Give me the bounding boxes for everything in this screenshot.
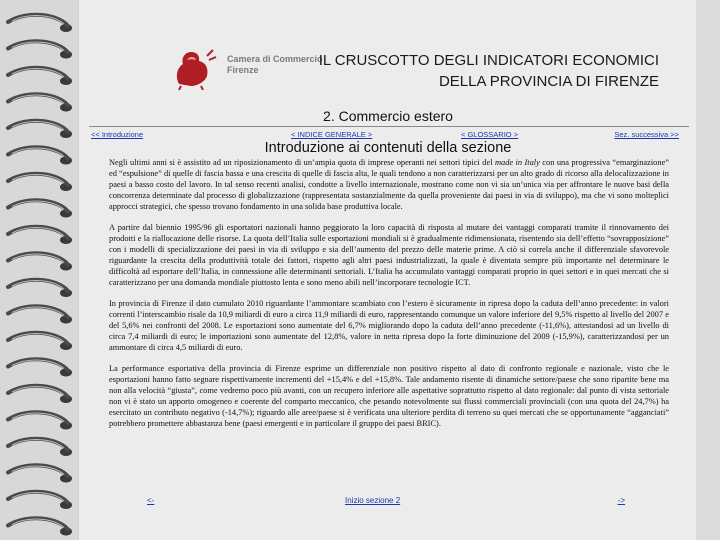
previous-page-link[interactable]: <-: [147, 496, 155, 505]
paragraph-1-end: con una progressiva “emarginazione” ed “espulsione” di quelle di fascia bassa e una crescita di quelle di fascia alta, le quali tendono a non caratterizzarsi per un alto grado di ricorso alla delocalizzazione in paesi a basso costo del lavoro. In tal senso recenti analisi, condotte a livello internazionale, mostrano come non vi sia un’unica via per affrontare le nuove basi della concorrenza determinate dal processo di globalizzazione (rappresentata sostanzialmente da quella proveniente dai paesi in via di sviluppo), ma che vi sono molteplici approcci strategici, che spesso trovano fondamento in una solida base produttiva locale.: [109, 158, 669, 211]
nav-introduction-link[interactable]: << Introduzione: [91, 130, 144, 139]
section-start-link[interactable]: Inizio sezione 2: [345, 496, 401, 505]
nav-next-section-link[interactable]: Sez. successiva >>: [614, 130, 679, 139]
page-title-line-1: IL CRUSCOTTO DEGLI INDICATORI ECONOMICI: [318, 52, 659, 69]
page-right-margin: [696, 0, 720, 540]
header-divider: [89, 126, 689, 127]
chamber-of-commerce-lion-logo: [167, 46, 219, 90]
paragraph-1-start: Negli ultimi anni si è assistito ad un riposizionamento di un’ampia quota di imprese operanti nei settori tipici del: [109, 158, 495, 167]
notebook-page: [78, 0, 697, 540]
made-in-italy-emphasis: made in Italy: [494, 158, 540, 167]
paragraph-3: In provincia di Firenze il dato cumulato 2010 riguardante l’ammontare scambiato con l’estero è sicuramente in ripresa dopo la caduta dell’anno precedente: in valori correnti l’interscambio risale da 10,9 miliardi di euro a circa 11,9 miliardi di euro, rappresentando comunque un valore inferiore del 9,5% rispetto al livello del 2007 e del 5,6% nei confronti del 2008. Le esportazioni sono aumentate del 6,7% migliorando dopo la caduta dell’anno precedente (-11,6%), attestandosi ad un livello di circa 7,4 miliardi di euro; le importazioni sono aumentate del 12,8%, valore in netta ripresa dopo la forte diminuzione del 2009 (-15,9%), caratterizzandosi per un ammontare di circa 4,5 miliardi di euro.: [109, 299, 669, 352]
paragraph-2: A partire dal biennio 1995/96 gli esportatori nazionali hanno peggiorato la loro capacità di risposta al mutare dei vantaggi comparati tramite il rinnovamento dei prodotti e la riallocazione delle risorse. La quota dell’Italia sulle esportazioni mondiali si è gradualmente ridimensionata, risentendo sia dell’effetto “sovrapposizione” con i modelli di specializzazione dei paesi in via di sviluppo e sia dell’aumento del prezzo delle materie prime. A ciò si correla anche il differenziale sfavorevole riguardante la crescita della produttività totale dei fattori, rispetto agli altri paesi industrializzati, la quale è diventata sempre più importante nel determinare le difficoltà ad esportare dell’Italia, in connessione alle determinanti settoriali. L’Italia ha accumulato vantaggi comparati proprio in quei settori e in quei mercati che si caratterizzano per una domanda mondiale piuttosto lenta e sono meno abili nell’incorporare tecnologie ICT.: [109, 223, 669, 287]
organization-name: [227, 54, 323, 76]
nav-general-index-link[interactable]: < INDICE GENERALE >: [291, 130, 373, 139]
page-title-line-2: DELLA PROVINCIA DI FIRENZE: [438, 73, 659, 90]
notebook-spiral-binding: [0, 0, 78, 540]
content-body: [109, 157, 669, 439]
next-page-link[interactable]: ->: [617, 496, 625, 505]
organization-line-2: Firenze: [227, 65, 259, 75]
organization-line-1: Camera di Commercio: [227, 54, 323, 64]
paragraph-4: La performance esportativa della provincia di Firenze esprime un differenziale non positivo rispetto al dato di confronto regionale e nazionale, visto che le esportazioni hanno fatto segnare rispettivamente incrementi del +15,4% e del +15,8%. Tale andamento risente di dinamiche settore/paese che sono ripartite bene ma non alla velocità “giusta”, come vedremo poco più avanti, con un recupero inferiore alle aspettative soprattutto rispetto al dato regionale: dal punto di vista settoriale non vi è stato un apporto omogeneo e coerente del comparto meccanico, che pesando notevolmente sui flussi commerciali provinciali (con una quota del 24,7%) ha esercitato un contributo negativo (-14,7%); riguardo alle aree/paese si è verificata una ulteriore perdita di terreno su quei mercati che se opportunamente “agganciati” potrebbero promettere abbastanza bene (paesi emergenti e in particolare il gruppo dei paesi BRIC).: [109, 364, 669, 428]
paragraph-1: [109, 157, 669, 212]
nav-glossary-link[interactable]: < GLOSSARIO >: [461, 130, 519, 139]
content-heading: Introduzione ai contenuti della sezione: [264, 140, 512, 156]
section-title: 2. Commercio estero: [323, 108, 453, 124]
